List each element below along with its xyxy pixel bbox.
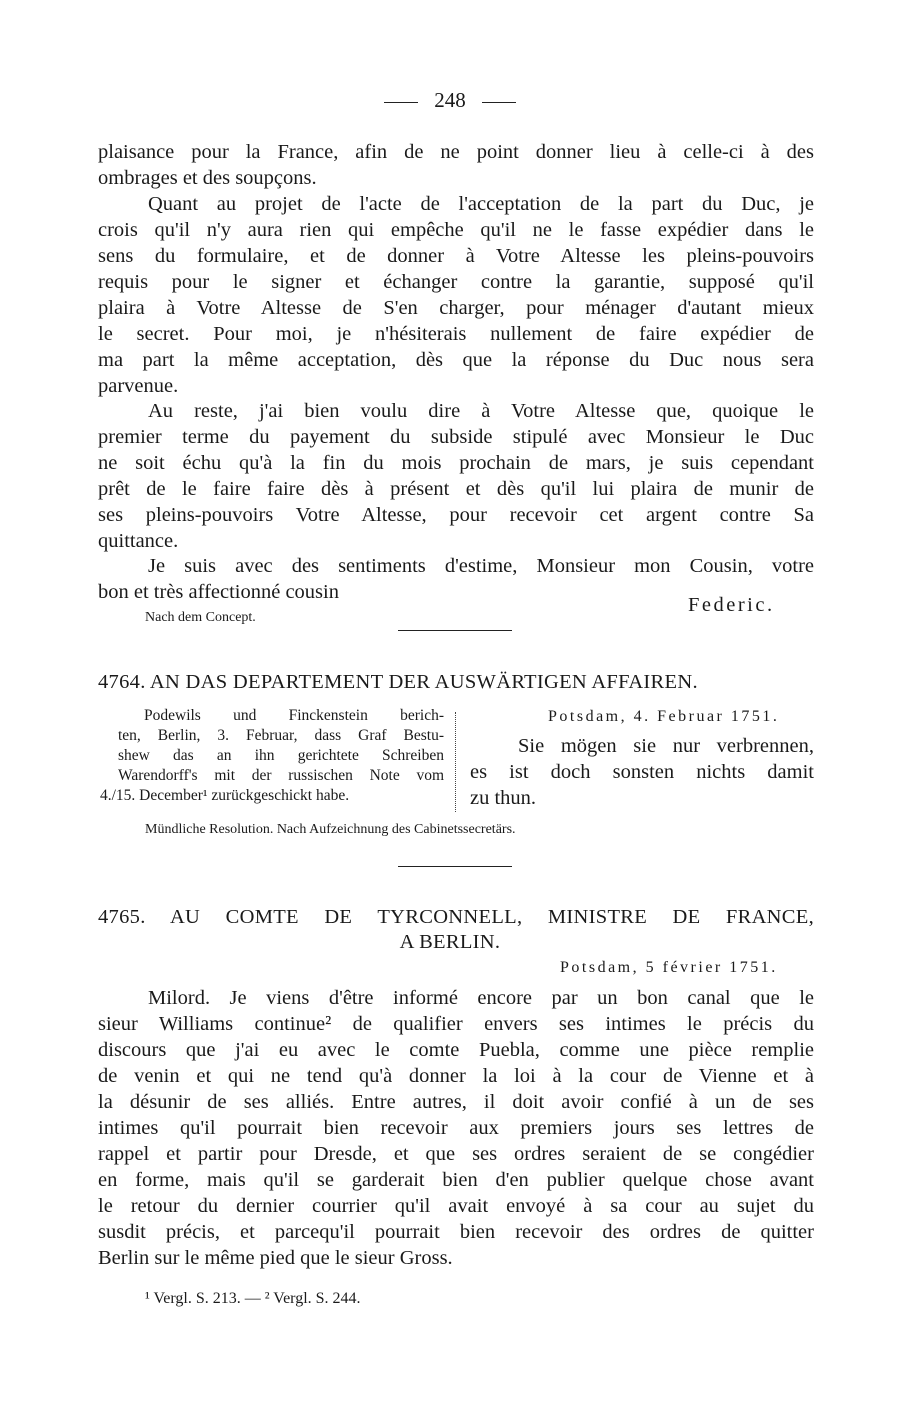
text-line: discours que j'ai eu avec le comte Puebla, comme une pièce remplie	[98, 1039, 814, 1061]
doc-4765-dateline: Potsdam, 5 février 1751.	[560, 959, 778, 976]
text-line: le retour du dernier courrier qu'il avait envoyé à sa cour au sujet du	[98, 1195, 814, 1217]
text-line: ombrages et des soupçons.	[98, 167, 317, 189]
text-line: Quant au projet de l'acte de l'acceptation de la part du Duc, je	[148, 193, 814, 215]
resolution-line: Sie mögen sie nur verbrennen,	[518, 735, 814, 757]
summary-line: Warendorff's mit der russischen Note vom	[118, 767, 444, 784]
intro-paragraph	[98, 139, 814, 191]
doc-4764-source-note: Mündliche Resolution. Nach Aufzeichnung des Cabinetssecretärs.	[145, 822, 516, 837]
text-line: requis pour le signer et échanger contre la garantie, supposé qu'il	[98, 271, 814, 293]
doc-4764-resolution	[470, 733, 814, 811]
doc-4764-heading: 4764. AN DAS DEPARTEMENT DER AUSWÄRTIGEN AFFAIREN.	[98, 671, 698, 693]
doc-4764-dateline: Potsdam, 4. Februar 1751.	[548, 708, 780, 725]
text-line: prêt de le faire faire dès à présent et dès qu'il lui plaira de munir de	[98, 478, 814, 500]
column-separator	[455, 712, 456, 812]
resolution-line: zu thun.	[470, 787, 537, 809]
doc-4765-body	[98, 985, 814, 1271]
text-line: plaira à Votre Altesse de S'en charger, pour ménager d'autant mieux	[98, 297, 814, 319]
text-line: premier terme du payement du subside stipulé avec Monsieur le Duc	[98, 426, 814, 448]
text-line: parvenue.	[98, 375, 179, 397]
paragraph-subside	[98, 398, 814, 554]
doc-4765-heading-line-2: A BERLIN.	[399, 931, 501, 953]
page-header	[0, 88, 900, 113]
text-line: rappel et partir pour Dresde, et que ses ordres seraient de se congédier	[98, 1143, 814, 1165]
text-line: ne soit échu qu'à la fin du mois prochain de mars, je suis cependant	[98, 452, 814, 474]
text-line: ses pleins-pouvoirs Votre Altesse, pour recevoir cet argent contre Sa	[98, 504, 814, 526]
text-line: le secret. Pour moi, je n'hésiterais nullement de faire expédier de	[98, 323, 814, 345]
summary-line: ten, Berlin, 3. Februar, dass Graf Bestu-	[118, 727, 444, 744]
text-line: crois qu'il n'y aura rien qui empêche qu'il ne le fasse expédier dans le	[98, 219, 814, 241]
text-line: Milord. Je viens d'être informé encore par un bon canal que le	[148, 987, 814, 1009]
section-divider	[398, 630, 512, 631]
paragraph-acceptation	[98, 191, 814, 399]
summary-line: 4./15. December¹ zurückgeschickt habe.	[100, 787, 350, 804]
text-line: intimes qu'il pourrait bien recevoir aux premiers jours ses lettres de	[98, 1117, 814, 1139]
doc-4765-heading-line-1: 4765. AU COMTE DE TYRCONNELL, MINISTRE DE FRANCE,	[98, 906, 814, 928]
text-line: sieur Williams continue² de qualifier envers ses intimes le précis du	[98, 1013, 814, 1035]
signature: Federic.	[688, 594, 775, 616]
summary-line: Podewils und Finckenstein berich-	[144, 707, 444, 724]
source-note: Nach dem Concept.	[145, 610, 256, 625]
text-line: sens du formulaire, et de donner à Votre Altesse les pleins-pouvoirs	[98, 245, 814, 267]
resolution-line: es ist doch sonsten nichts damit	[470, 761, 814, 783]
text-line: bon et très affectionné cousin	[98, 581, 339, 603]
page-number: 248	[434, 88, 466, 112]
text-line: quittance.	[98, 530, 179, 552]
text-line: susdit précis, et parcequ'il pourrait bien recevoir des ordres de quitter	[98, 1221, 814, 1243]
section-divider	[398, 866, 512, 867]
footnotes: ¹ Vergl. S. 213. — ² Vergl. S. 244.	[145, 1290, 361, 1307]
text-line: plaisance pour la France, afin de ne point donner lieu à celle-ci à des	[98, 141, 814, 163]
text-line: Je suis avec des sentiments d'estime, Monsieur mon Cousin, votre	[148, 555, 814, 577]
text-line: en forme, mais qu'il se garderait bien d'en publier quelque chose avant	[98, 1169, 814, 1191]
text-line: de venin et qui ne tend qu'à donner la loi à la cour de Vienne et à	[98, 1065, 814, 1087]
text-line: la désunir de ses alliés. Entre autres, il doit avoir confié à un de ses	[98, 1091, 814, 1113]
summary-line: shew das an ihn gerichtete Schreiben	[118, 747, 444, 764]
header-dash-right	[482, 102, 516, 103]
text-line: ma part la même acceptation, dès que la réponse du Duc nous sera	[98, 349, 814, 371]
header-dash-left	[384, 102, 418, 103]
text-line: Berlin sur le même pied que le sieur Gross.	[98, 1247, 453, 1269]
doc-4764-summary	[100, 706, 444, 806]
text-line: Au reste, j'ai bien voulu dire à Votre Altesse que, quoique le	[148, 400, 814, 422]
